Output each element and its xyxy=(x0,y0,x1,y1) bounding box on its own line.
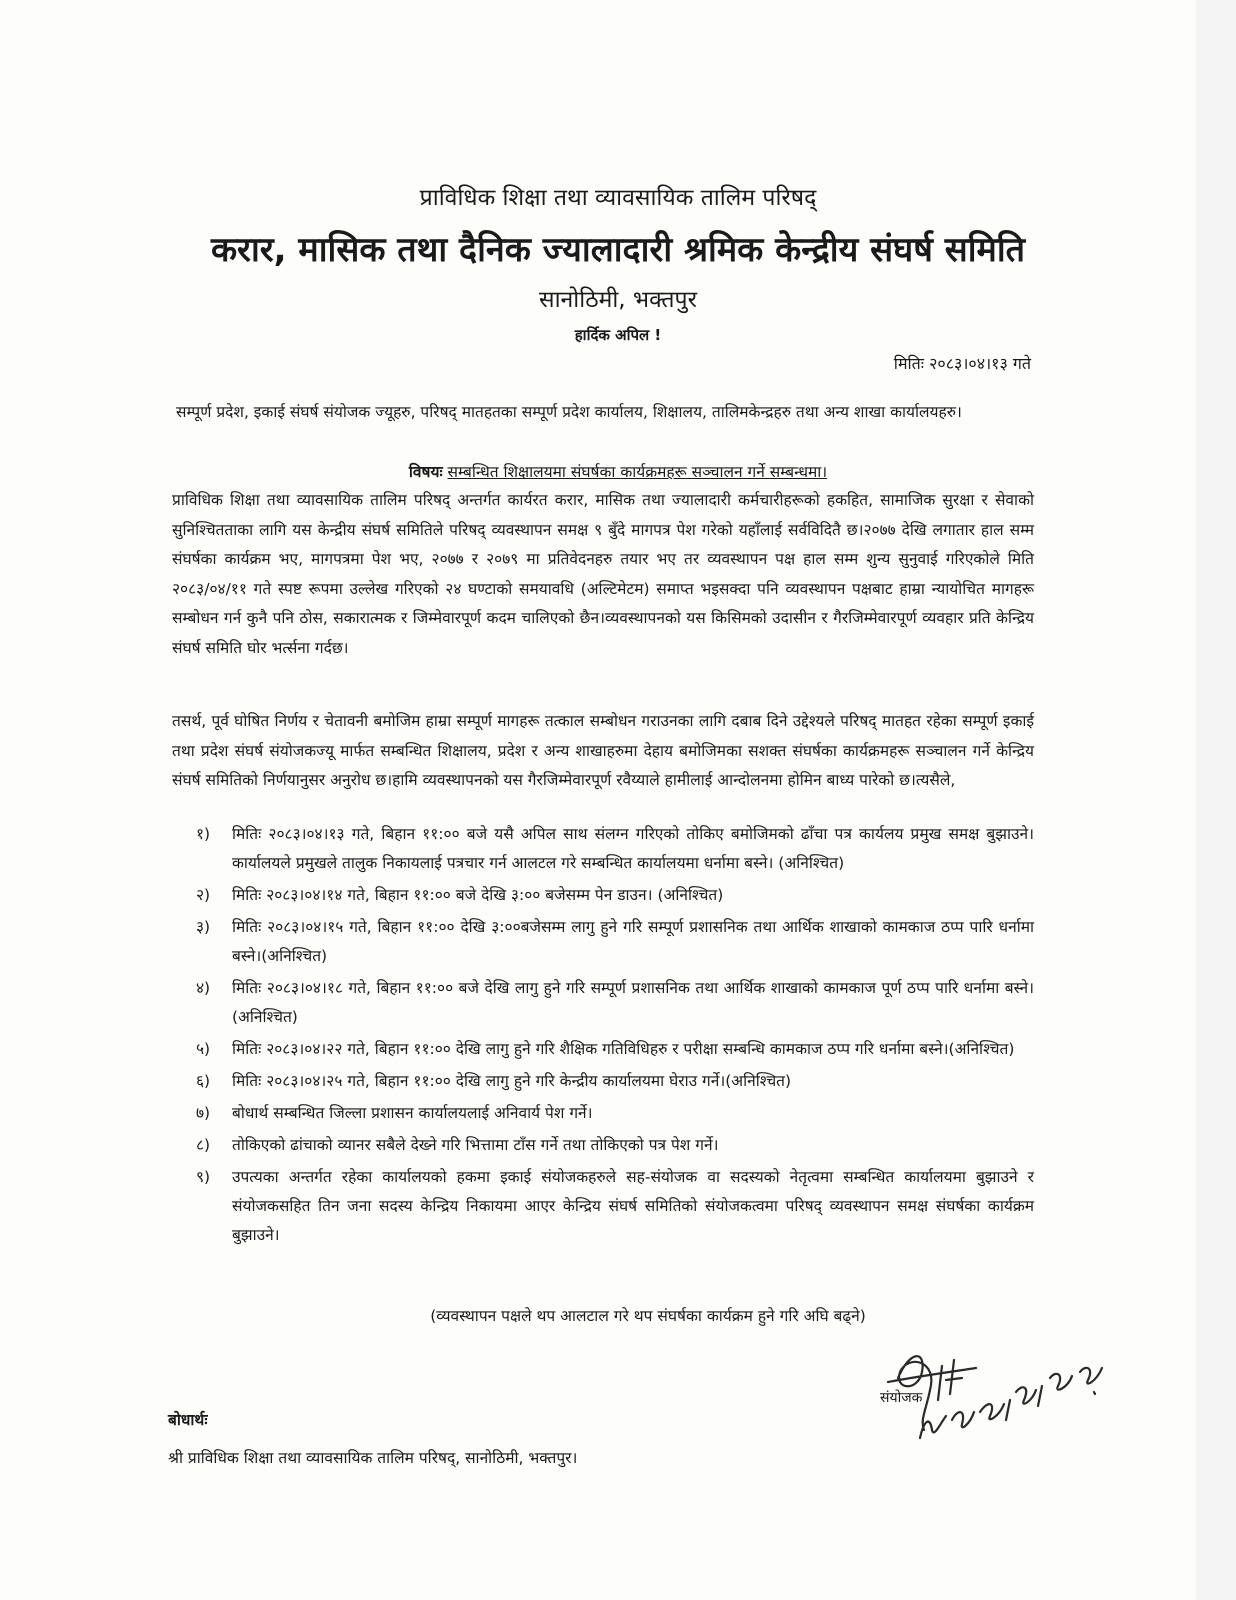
list-item-text: बोधार्थ सम्बन्धित जिल्ला प्रशासन कार्यालयलाई अनिवार्य पेश गर्ने। xyxy=(232,1104,593,1122)
list-item xyxy=(196,881,1034,910)
list-item-number: ७) xyxy=(196,1104,211,1122)
list-item-text: मितिः २०८३।०४।१८ गते, बिहान ११:०० बजे देखि लागु हुने गरि सम्पूर्ण प्रशासनिक तथा आर्थिक शाखाको कामकाज पूर्ण ठप्प पारि धर्नामा बस्ने। (अनिश्चित) xyxy=(232,979,1034,1026)
list-item-text: मितिः २०८३।०४।१३ गते, बिहान ११:०० बजे यसै अपिल साथ संलग्न गरिएको तोकिए बमोजिमको ढाँचा पत्र कार्यलय प्रमुख समक्ष बुझाउने। कार्यालयले प्रमुखले तालुक निकायलाई पत्रचार गर्न आलटल गरे सम्बन्धित कार्यालयमा धर्नामा बस्ने। (अनिश्चित) xyxy=(232,825,1034,872)
body-paragraph-1: प्राविधिक शिक्षा तथा व्यावसायिक तालिम परिषद् अन्तर्गत कार्यरत करार, मासिक तथा ज्यालादारी कर्मचारीहरूको हकहित, सामाजिक सुरक्षा र सेवाको सुनिश्चितताका लागि यस केन्द्रीय संघर्ष समितिले परिषद् व्यवस्थापन समक्ष ९ बुँदे मागपत्र पेश गरेको यहाँलाई सर्वविदितै छ।२०७७ देखि लगातार हाल सम्म संघर्षका कार्यक्रम भए, मागपत्रमा पेश भए, २०७७ र २०७९ मा प्रतिवेदनहरु तयार भए तर व्यवस्थापन पक्ष हाल सम्म शुन्य सुनुवाई गरिएकोले मिति २०८३/०४/११ गते स्पष्ट रूपमा उल्लेख गरिएको २४ घण्टाको समयावधि (अल्टिमेटम) समाप्त भइसक्दा पनि व्यवस्थापन पक्षबाट हाम्रा न्यायोचित मागहरू सम्बोधन गर्न कुनै पनि ठोस, सकारात्मक र जिम्मेवारपूर्ण कदम चालिएको छैन।व्यवस्थापनको यस किसिमको उदासीन र गैरजिम्मेवारपूर्ण व्यवहार प्रति केन्द्रिय संघर्ष समिति घोर भर्त्सना गर्दछ। xyxy=(172,491,1034,657)
list-item xyxy=(196,1035,1034,1064)
list-item-text: मितिः २०८३।०४।२२ गते, बिहान ११:०० देखि लागु हुने गरि शैक्षिक गतिविधिहरु र परीक्षा सम्बन्धि कामकाज ठप्प गरि धर्नामा बस्ने।(अनिश्चित) xyxy=(232,1040,1015,1058)
subject-line xyxy=(0,460,1236,482)
list-item-number: ५) xyxy=(196,1040,211,1058)
subject-label: विषयः xyxy=(408,463,443,481)
list-item xyxy=(196,913,1034,971)
organization-name: प्राविधिक शिक्षा तथा व्यावसायिक तालिम परिषद् xyxy=(419,185,817,211)
handwritten-signature xyxy=(880,1320,1110,1450)
list-item-number: ४) xyxy=(196,979,211,997)
list-item xyxy=(196,1067,1034,1096)
subject-text: सम्बन्धित शिक्षालयमा संघर्षका कार्यक्रमहरू सञ्चालन गर्ने सम्बन्धमा। xyxy=(447,463,828,481)
list-item xyxy=(196,820,1034,878)
list-item-number: ३) xyxy=(196,918,211,936)
closing-note: (व्यवस्थापन पक्षले थप आलटाल गरे थप संघर्षका कार्यक्रम हुने गरि अघि बढ्ने) xyxy=(430,1307,866,1325)
addressee: सम्पूर्ण प्रदेश, इकाई संघर्ष संयोजक ज्यूहरु, परिषद् मातहतका सम्पूर्ण प्रदेश कार्यालय, शिक्षालय, तालिमकेन्द्रहरु तथा अन्य शाखा कार्यालयहरु। xyxy=(176,403,962,421)
list-item-text: उपत्यका अन्तर्गत रहेका कार्यालयको हकमा इकाई संयोजकहरुले सह-संयोजक वा सदस्यको नेतृत्वमा सम्बन्धित कार्यालयमा बुझाउने र संयोजकसहित तिन जना सदस्य केन्द्रिय निकायमा आएर केन्द्रिय संघर्ष समितिको संयोजकत्वमा परिषद् व्यवस्थापन समक्ष संघर्षका कार्यक्रम बुझाउने। xyxy=(232,1168,1034,1244)
list-item-number: ९) xyxy=(196,1168,211,1186)
list-item-number: ६) xyxy=(196,1072,211,1090)
list-item xyxy=(196,1099,1034,1128)
list-item xyxy=(196,1163,1034,1250)
list-item xyxy=(196,974,1034,1032)
list-item xyxy=(196,1131,1034,1160)
list-item-text: मितिः २०८३।०४।१५ गते, बिहान ११:०० देखि ३:००बजेसम्म लागु हुने गरि सम्पूर्ण प्रशासनिक तथा आर्थिक शाखाको कामकाज ठप्प पारि धर्नामा बस्ने।(अनिश्चित) xyxy=(232,918,1034,965)
list-item-number: ८) xyxy=(196,1136,211,1154)
list-item-text: मितिः २०८३।०४।१४ गते, बिहान ११:०० बजे देखि ३:०० बजेसम्म पेन डाउन। (अनिश्चित) xyxy=(232,886,724,904)
committee-location: सानोठिमी, भक्तपुर xyxy=(539,287,697,313)
list-item-text: मितिः २०८३।०४।२५ गते, बिहान ११:०० देखि लागु हुने गरि केन्द्रीय कार्यालयमा घेराउ गर्ने।(अनिश्चित) xyxy=(232,1072,792,1090)
signatory-title: संयोजक xyxy=(880,1390,923,1406)
appeal-title: हार्दिक अपिल ! xyxy=(574,326,662,344)
body-paragraph-2: तसर्थ, पूर्व घोषित निर्णय र चेतावनी बमोजिम हाम्रा सम्पूर्ण मागहरू तत्काल सम्बोधन गराउनका लागि दबाब दिने उद्देश्यले परिषद् मातहत रहेका सम्पूर्ण इकाई तथा प्रदेश संघर्ष संयोजकज्यू मार्फत सम्बन्धित शिक्षालय, प्रदेश र अन्य शाखाहरुमा देहाय बमोजिमका सशक्त संघर्षका कार्यक्रमहरू सञ्चालन गर्ने केन्द्रिय संघर्ष समितिको निर्णयानुसर अनुरोध छ।हामि व्यवस्थापनको यस गैरजिम्मेवारपूर्ण रवैय्याले हामीलाई आन्दोलनमा होमिन बाध्य पारेको छ।त्यसैले, xyxy=(172,712,1034,789)
committee-name: करार, मासिक तथा दैनिक ज्यालादारी श्रमिक केन्द्रीय संघर्ष समिति xyxy=(210,230,1026,270)
cc-recipient: श्री प्राविधिक शिक्षा तथा व्यावसायिक तालिम परिषद्, सानोठिमी, भक्तपुर। xyxy=(168,1449,578,1467)
list-item-number: १) xyxy=(196,825,211,843)
cc-label: बोधार्थः xyxy=(168,1411,208,1429)
program-list xyxy=(196,820,1034,1253)
list-item-text: तोकिएको ढांचाको व्यानर सबैले देख्ने गरि भित्तामा टाँस गर्ने तथा तोकिएको पत्र पेश गर्ने। xyxy=(232,1136,719,1154)
list-item-number: २) xyxy=(196,886,211,904)
letter-date: मितिः २०८३।०४।१३ गते xyxy=(893,354,1031,373)
